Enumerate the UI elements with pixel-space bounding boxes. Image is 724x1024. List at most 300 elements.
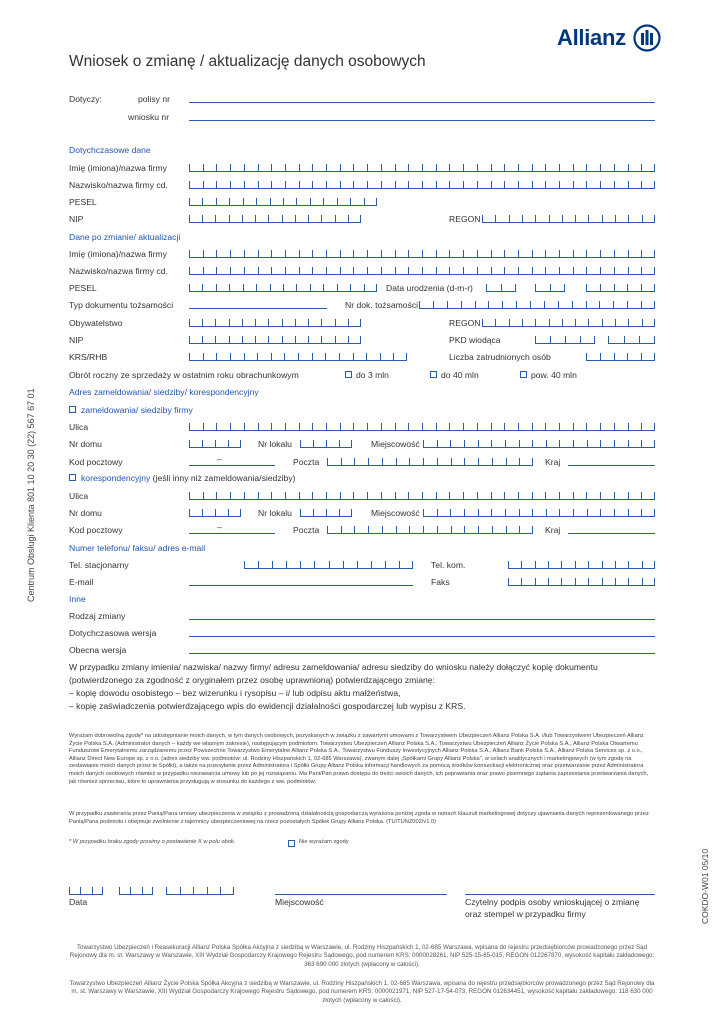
box-divider (360, 319, 361, 326)
box-divider (642, 319, 643, 326)
box-divider (353, 250, 354, 257)
input-nip-new[interactable] (189, 335, 361, 344)
box-divider (216, 492, 217, 499)
box-divider (367, 164, 368, 171)
input-nr-lokalu-1[interactable] (300, 439, 352, 448)
box-divider (216, 181, 217, 188)
input-nr-domu-1[interactable] (189, 439, 241, 448)
box-divider (495, 215, 496, 222)
input-kraj-2[interactable] (568, 533, 655, 534)
box-divider (572, 301, 573, 308)
box-divider (436, 164, 437, 171)
box-divider (509, 319, 510, 326)
box-divider (532, 181, 533, 188)
box-divider (381, 164, 382, 171)
box-divider (475, 301, 476, 308)
box-divider (614, 440, 615, 447)
box-divider (229, 198, 230, 205)
box-divider (268, 336, 269, 343)
box-divider (351, 509, 352, 516)
consent-paragraph-2: W przypadku zawierania przez Panią/Pana umowy ubezpieczenia w związku z prowadzoną działalnością gospodarczą wyrażona poniżej zgoda w ramach klauzuli marketingowej dotyczy ujawniania danych reprezentowanego przez Panią/Pana podmiotu i obejmuje zwolnienie z tajemnicy ubezpieczeniowej na rzecz pozostałych Spółek Grupy Allianz Polska. (TU/TUNZ002/v1.0) (69, 811, 649, 825)
box-divider (393, 353, 394, 360)
box-divider (366, 353, 367, 360)
box-divider (271, 181, 272, 188)
box-divider (654, 284, 655, 291)
input-dotychczasowa[interactable] (189, 636, 655, 637)
box-divider (367, 181, 368, 188)
box-divider (449, 164, 450, 171)
box-divider (628, 423, 629, 430)
box-divider (285, 423, 286, 430)
box-divider (202, 509, 203, 516)
box-divider (244, 492, 245, 499)
box-divider (549, 319, 550, 326)
input-kod-1[interactable] (189, 465, 275, 466)
box-divider (69, 887, 70, 894)
footer-company-2: Towarzystwo Ubezpieczeń Allianz Życie Polska Spółka Akcyjna z siedzibą w Warszawie, ul. Rodziny Hiszpańskich 1, 02-685 Warszawa, wpisana do rejestru przedsiębiorców prowadzonego przez Sąd Rejonowy dla m. st. Warszawy w Warszawie, XIII Wydział Gospodarczy Krajowego Rejestru Sądowego, pod numerem KRS: 0000021971, NIP 527-17-54-073, REGON 012634451, wysokość kapitału zakładowego: 118 630 000 złotych (wpłacony w całości). (69, 980, 655, 1004)
box-divider (449, 423, 450, 430)
box-divider (244, 181, 245, 188)
box-divider (382, 526, 383, 533)
box-divider (353, 492, 354, 499)
box-divider (545, 423, 546, 430)
box-divider (573, 267, 574, 274)
box-divider (654, 215, 655, 222)
box-divider (189, 215, 190, 222)
box-divider (327, 458, 328, 465)
box-divider (545, 492, 546, 499)
box-divider (242, 336, 243, 343)
box-divider (299, 250, 300, 257)
box-divider (600, 509, 601, 516)
input-date-day[interactable] (69, 886, 103, 895)
label-nip-old: NIP (69, 214, 84, 224)
input-imie-old[interactable] (189, 163, 655, 172)
box-divider (559, 164, 560, 171)
box-divider (561, 561, 562, 568)
input-tel-kom[interactable] (508, 560, 655, 569)
polisy-input[interactable] (189, 102, 655, 103)
box-divider (641, 423, 642, 430)
box-divider (586, 267, 587, 274)
box-divider (559, 440, 560, 447)
box-divider (189, 164, 190, 171)
label-obrot: Obrót roczny ze sprzedaży w ostatnim roku obrachunkowym (69, 370, 299, 380)
input-faks[interactable] (508, 577, 655, 586)
box-divider (258, 267, 259, 274)
box-divider (300, 561, 301, 568)
label-ulica-2: Ulica (69, 491, 89, 501)
box-divider (641, 492, 642, 499)
input-date-year[interactable] (166, 886, 234, 895)
box-divider (600, 181, 601, 188)
box-divider (229, 284, 230, 291)
box-divider (215, 215, 216, 222)
box-divider (326, 509, 327, 516)
box-divider (285, 181, 286, 188)
box-divider (532, 509, 533, 516)
box-divider (506, 458, 507, 465)
box-divider (385, 561, 386, 568)
box-divider (433, 301, 434, 308)
input-pkd-2[interactable] (608, 335, 655, 344)
box-divider (395, 423, 396, 430)
box-divider (575, 561, 576, 568)
box-divider (587, 440, 588, 447)
box-divider (367, 492, 368, 499)
box-divider (216, 267, 217, 274)
box-divider (354, 458, 355, 465)
checkbox-zameldowania[interactable] (69, 406, 76, 413)
box-divider (228, 509, 229, 516)
input-dob-year[interactable] (586, 283, 655, 292)
label-pesel-old: PESEL (69, 197, 97, 207)
section-po-zmianie: Dane po zmianie/ aktualizacji (69, 232, 181, 242)
box-divider (451, 458, 452, 465)
box-divider (202, 284, 203, 291)
checkbox-obrot-3mln[interactable] (345, 371, 352, 378)
box-divider (308, 215, 309, 222)
box-divider (492, 526, 493, 533)
input-typ-dokumentu[interactable] (189, 308, 327, 309)
box-divider (545, 250, 546, 257)
box-divider (532, 267, 533, 274)
box-divider (614, 509, 615, 516)
box-divider (641, 301, 642, 308)
box-divider (641, 509, 642, 516)
label-korespondencyjny (81, 473, 295, 483)
box-divider (216, 423, 217, 430)
box-divider (422, 250, 423, 257)
input-nip-old[interactable] (189, 214, 361, 223)
box-divider (409, 526, 410, 533)
box-divider (299, 267, 300, 274)
box-divider (350, 198, 351, 205)
box-divider (586, 492, 587, 499)
box-divider (546, 509, 547, 516)
box-divider (216, 164, 217, 171)
box-divider (586, 301, 587, 308)
input-nr-domu-2[interactable] (189, 508, 241, 517)
input-podpis[interactable] (465, 894, 655, 895)
box-divider (478, 440, 479, 447)
label-koresp-note: (jeśli inny niż zameldowania/siedziby) (152, 473, 296, 483)
box-divider (654, 181, 655, 188)
box-divider (535, 336, 536, 343)
box-divider (449, 492, 450, 499)
box-divider (628, 561, 629, 568)
box-divider (202, 319, 203, 326)
box-divider (519, 526, 520, 533)
box-divider (381, 267, 382, 274)
box-divider (409, 458, 410, 465)
section-inne: Inne (69, 594, 86, 604)
box-divider (628, 319, 629, 326)
box-divider (628, 181, 629, 188)
box-divider (515, 284, 516, 291)
box-divider (491, 423, 492, 430)
box-divider (437, 458, 438, 465)
box-divider (535, 578, 536, 585)
box-divider (340, 164, 341, 171)
box-divider (615, 578, 616, 585)
box-divider (350, 284, 351, 291)
label-obrot-40mln: do 40 mln (441, 370, 479, 380)
instruction-line-2: (potwierdzonego za zgodność z oryginałem przez osobę uprawnioną) potwierdzającego zmianę: (69, 675, 435, 685)
box-divider (395, 164, 396, 171)
box-divider (341, 458, 342, 465)
label-ulica-1: Ulica (69, 422, 89, 432)
box-divider (464, 526, 465, 533)
box-divider (92, 887, 93, 894)
box-divider (80, 887, 81, 894)
box-divider (202, 215, 203, 222)
box-divider (256, 284, 257, 291)
box-divider (530, 301, 531, 308)
box-divider (586, 353, 587, 360)
box-divider (270, 284, 271, 291)
checkbox-korespondencyjny[interactable] (69, 474, 76, 481)
box-divider (504, 164, 505, 171)
box-divider (505, 440, 506, 447)
box-divider (339, 353, 340, 360)
box-divider (477, 423, 478, 430)
input-nazwisko-new[interactable] (189, 266, 655, 275)
box-divider (450, 509, 451, 516)
input-imie-new[interactable] (189, 249, 655, 258)
input-krs[interactable] (189, 352, 407, 361)
input-tel-stac[interactable] (244, 560, 413, 569)
box-divider (381, 423, 382, 430)
box-divider (492, 458, 493, 465)
allianz-eagle-icon (633, 24, 661, 52)
box-divider (600, 423, 601, 430)
box-divider (326, 164, 327, 171)
box-divider (580, 336, 581, 343)
label-zameldowania: zameldowania/ siedziby firmy (81, 405, 193, 415)
box-divider (230, 423, 231, 430)
box-divider (258, 561, 259, 568)
box-divider (600, 353, 601, 360)
box-divider (360, 336, 361, 343)
box-divider (230, 492, 231, 499)
box-divider (654, 267, 655, 274)
box-divider (243, 198, 244, 205)
box-divider (654, 164, 655, 171)
box-divider (270, 198, 271, 205)
box-divider (495, 319, 496, 326)
box-divider (586, 423, 587, 430)
input-regon-old[interactable] (482, 214, 655, 223)
box-divider (518, 181, 519, 188)
box-divider (255, 336, 256, 343)
box-divider (326, 423, 327, 430)
box-divider (286, 561, 287, 568)
box-divider (326, 181, 327, 188)
input-ulica-2[interactable] (189, 491, 655, 500)
box-divider (258, 492, 259, 499)
box-divider (628, 509, 629, 516)
input-kraj-1[interactable] (568, 465, 655, 466)
input-pkd[interactable] (535, 335, 595, 344)
box-divider (255, 319, 256, 326)
box-divider (565, 336, 566, 343)
box-divider (641, 164, 642, 171)
box-divider (518, 267, 519, 274)
box-divider (381, 181, 382, 188)
box-divider (558, 301, 559, 308)
box-divider (628, 267, 629, 274)
box-divider (628, 215, 629, 222)
input-nazwisko-old[interactable] (189, 180, 655, 189)
box-divider (600, 284, 601, 291)
box-divider (326, 492, 327, 499)
section-kontakt: Numer telefonu/ faksu/ adres e-mail (69, 543, 206, 553)
input-dob-day[interactable] (486, 283, 516, 292)
checkbox-obrot-pow40[interactable] (520, 371, 527, 378)
box-divider (189, 267, 190, 274)
checkbox-obrot-40mln[interactable] (430, 371, 437, 378)
box-divider (354, 526, 355, 533)
input-email[interactable] (189, 585, 413, 586)
box-divider (641, 181, 642, 188)
input-liczba-zatr[interactable] (586, 352, 655, 361)
box-divider (562, 319, 563, 326)
box-divider (240, 509, 241, 516)
box-divider (337, 284, 338, 291)
input-miejscowosc-1[interactable] (423, 439, 655, 448)
box-divider (202, 440, 203, 447)
label-podpis-1: Czytelny podpis osoby wnioskującej o zmianę (465, 897, 640, 907)
box-divider (422, 164, 423, 171)
kod-dash-1: – (217, 454, 222, 464)
label-dotychczasowa: Dotychczasowa wersja (69, 628, 157, 638)
input-poczta-2[interactable] (327, 525, 533, 534)
box-divider (228, 440, 229, 447)
input-obecna[interactable] (189, 653, 655, 654)
box-divider (508, 578, 509, 585)
box-divider (203, 492, 204, 499)
box-divider (299, 492, 300, 499)
box-divider (396, 526, 397, 533)
label-typ-dokumentu: Typ dokumentu tożsamości (69, 300, 174, 310)
input-nr-lokalu-2[interactable] (300, 508, 352, 517)
input-pesel-new[interactable] (189, 283, 377, 292)
box-divider (313, 440, 314, 447)
box-divider (518, 250, 519, 257)
box-divider (368, 458, 369, 465)
box-divider (282, 319, 283, 326)
input-nr-dok[interactable] (419, 300, 655, 309)
box-divider (586, 164, 587, 171)
box-divider (360, 215, 361, 222)
box-divider (215, 319, 216, 326)
box-divider (486, 284, 487, 291)
box-divider (314, 561, 315, 568)
box-divider (357, 561, 358, 568)
box-divider (436, 267, 437, 274)
input-miejscowosc-2[interactable] (423, 508, 655, 517)
box-divider (327, 526, 328, 533)
section-adres: Adres zameldowania/ siedziby/ korespondencyjny (69, 387, 259, 397)
box-divider (258, 181, 259, 188)
input-obywatelstwo[interactable] (189, 318, 361, 327)
box-divider (614, 492, 615, 499)
box-divider (202, 198, 203, 205)
box-divider (216, 284, 217, 291)
box-divider (353, 267, 354, 274)
box-divider (561, 578, 562, 585)
box-divider (339, 440, 340, 447)
label-kod-2: Kod pocztowy (69, 525, 123, 535)
box-divider (508, 561, 509, 568)
input-pesel-old[interactable] (189, 197, 377, 206)
box-divider (376, 284, 377, 291)
box-divider (614, 353, 615, 360)
label-email: E-mail (69, 577, 94, 587)
box-divider (654, 561, 655, 568)
dotyczy-label: Dotyczy: (69, 94, 102, 104)
input-ulica-1[interactable] (189, 422, 655, 431)
box-divider (600, 492, 601, 499)
box-divider (189, 319, 190, 326)
label-nr-lokalu-1: Nr lokalu (258, 439, 292, 449)
label-obrot-pow40: pow. 40 mln (531, 370, 577, 380)
box-divider (284, 353, 285, 360)
input-miejscowosc-sig[interactable] (275, 894, 447, 895)
box-divider (550, 284, 551, 291)
box-divider (654, 423, 655, 430)
box-divider (586, 284, 587, 291)
box-divider (313, 509, 314, 516)
box-divider (367, 267, 368, 274)
box-divider (548, 578, 549, 585)
box-divider (189, 509, 190, 516)
box-divider (642, 561, 643, 568)
input-regon-new[interactable] (482, 318, 655, 327)
input-kod-2[interactable] (189, 533, 275, 534)
label-nazwisko-new: Nazwisko/nazwa firmy cd. (69, 266, 168, 276)
box-divider (614, 284, 615, 291)
box-divider (519, 509, 520, 516)
box-divider (436, 181, 437, 188)
box-divider (296, 198, 297, 205)
allianz-wordmark: Allianz (557, 25, 626, 50)
box-divider (371, 561, 372, 568)
box-divider (654, 319, 655, 326)
label-obrot-3mln: do 3 mln (356, 370, 389, 380)
input-date-month[interactable] (119, 886, 153, 895)
box-divider (575, 578, 576, 585)
label-obywatelstwo: Obywatelstwo (69, 318, 123, 328)
checkbox-nie-wyrazam[interactable] (288, 840, 295, 847)
box-divider (491, 181, 492, 188)
box-divider (519, 440, 520, 447)
box-divider (408, 181, 409, 188)
box-divider (559, 509, 560, 516)
box-divider (395, 492, 396, 499)
wniosku-input[interactable] (189, 120, 655, 121)
box-divider (654, 578, 655, 585)
input-rodzaj[interactable] (189, 619, 655, 620)
box-divider (488, 301, 489, 308)
box-divider (628, 440, 629, 447)
box-divider (189, 284, 190, 291)
box-divider (321, 319, 322, 326)
box-divider (449, 267, 450, 274)
input-poczta-1[interactable] (327, 457, 533, 466)
input-dob-month[interactable] (535, 283, 565, 292)
